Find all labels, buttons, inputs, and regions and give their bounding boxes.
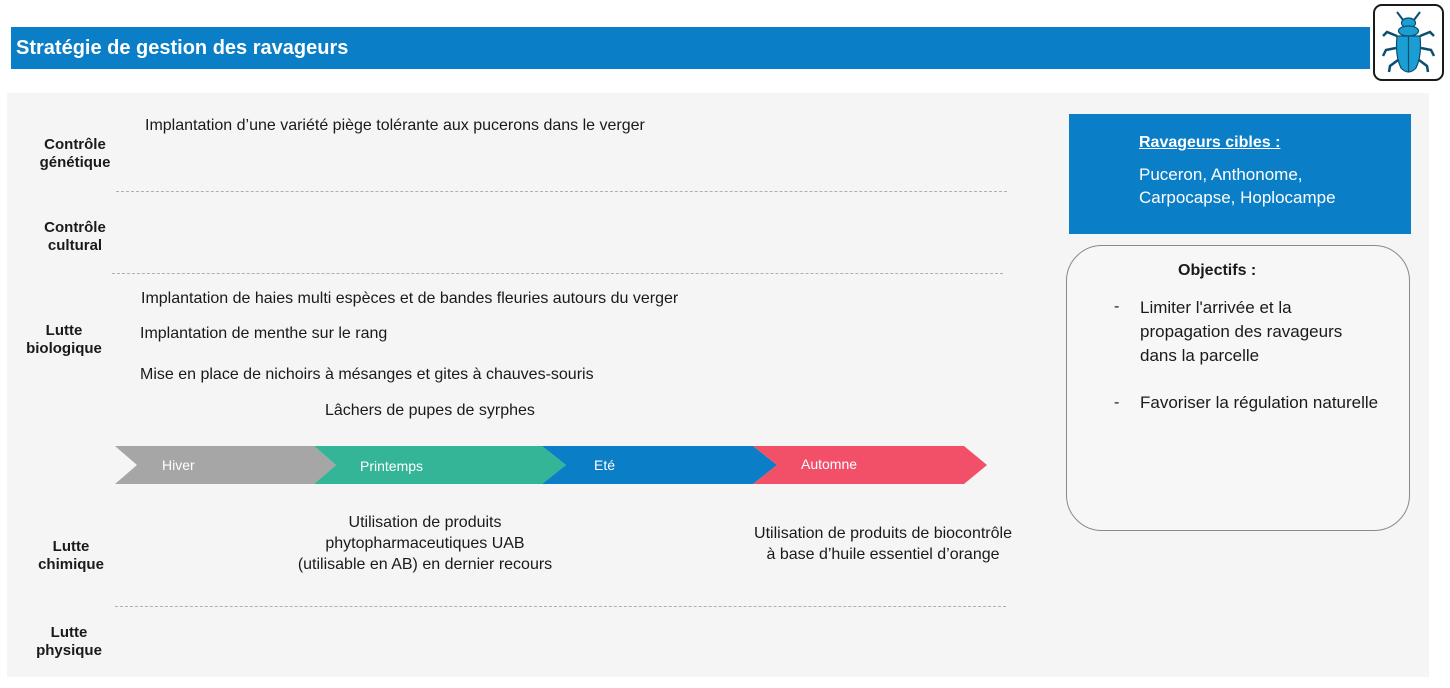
chimique-item-uab — [270, 512, 580, 575]
biologique-item-nichoirs: Mise en place de nichoirs à mésanges et gites à chauves-souris — [140, 366, 594, 383]
row-label-chimique — [16, 538, 126, 574]
row-label-chimique-line2: chimique — [38, 556, 104, 573]
row-divider — [115, 606, 1006, 607]
target-pests-line1: Puceron, Anthonome, — [1139, 165, 1303, 184]
objective-item-favoriser: Favoriser la régulation naturelle — [1140, 393, 1379, 412]
chimique-item-biocontrole — [728, 523, 1038, 565]
row-label-biologique-line2: biologique — [26, 340, 102, 357]
row-divider — [116, 191, 1007, 192]
chimique-item-uab-line3: (utilisable en AB) en dernier recours — [297, 556, 553, 573]
objective-bullet: - — [1114, 298, 1120, 315]
objective-bullet: - — [1114, 394, 1120, 411]
row-label-physique-line2: physique — [36, 642, 102, 659]
objectives-title: Objectifs : — [1178, 262, 1257, 279]
target-pests-list — [1139, 163, 1336, 209]
beetle-icon-box — [1373, 4, 1444, 81]
season-label-printemps: Printemps — [360, 458, 424, 474]
genetique-item: Implantation d’une variété piège tolérante aux pucerons dans le verger — [145, 117, 645, 134]
row-label-chimique-line1: Lutte — [52, 538, 90, 555]
row-label-biologique — [9, 322, 119, 358]
page-title: Stratégie de gestion des ravageurs — [16, 37, 349, 59]
objectives-box — [1066, 245, 1410, 531]
season-arrow-printemps — [314, 446, 566, 484]
biologique-item-syrphes: Lâchers de pupes de syrphes — [325, 402, 535, 419]
target-pests-line2: Carpocapse, Hoplocampe — [1139, 188, 1336, 207]
row-divider — [112, 273, 1003, 274]
season-arrow-automne — [753, 446, 987, 484]
target-pests-title: Ravageurs cibles : — [1139, 134, 1281, 151]
season-label-hiver: Hiver — [162, 457, 195, 473]
objective-item-limiter: Limiter l'arrivée et la propagation des ravageurs dans la parcelle — [1140, 298, 1343, 365]
row-label-cultural — [20, 219, 130, 255]
biologique-item-menthe: Implantation de menthe sur le rang — [140, 325, 388, 342]
season-arrow-ete — [542, 446, 777, 484]
row-label-genetique — [20, 136, 130, 172]
chimique-item-uab-line1: Utilisation de produits — [348, 514, 502, 531]
chimique-item-biocontrole-line1: Utilisation de produits de biocontrôle — [754, 525, 1012, 542]
chimique-item-biocontrole-line2: à base d’huile essentiel d’orange — [766, 546, 1000, 563]
row-label-physique-line1: Lutte — [50, 624, 88, 641]
biologique-item-haies: Implantation de haies multi espèces et de bandes fleuries autours du verger — [141, 290, 679, 307]
season-timeline — [112, 444, 992, 486]
row-label-biologique-line1: Lutte — [45, 322, 83, 339]
season-arrow-hiver — [115, 446, 336, 484]
row-label-cultural-line2: cultural — [47, 237, 103, 254]
row-label-physique — [14, 624, 124, 660]
season-label-ete: Eté — [594, 457, 616, 473]
chimique-item-uab-line2: phytopharmaceutiques UAB — [325, 535, 525, 552]
row-label-genetique-line2: génétique — [39, 154, 111, 171]
beetle-icon — [1375, 6, 1442, 79]
row-label-genetique-line1: Contrôle — [44, 136, 106, 153]
season-label-automne: Automne — [801, 456, 858, 472]
row-label-cultural-line1: Contrôle — [44, 219, 106, 236]
